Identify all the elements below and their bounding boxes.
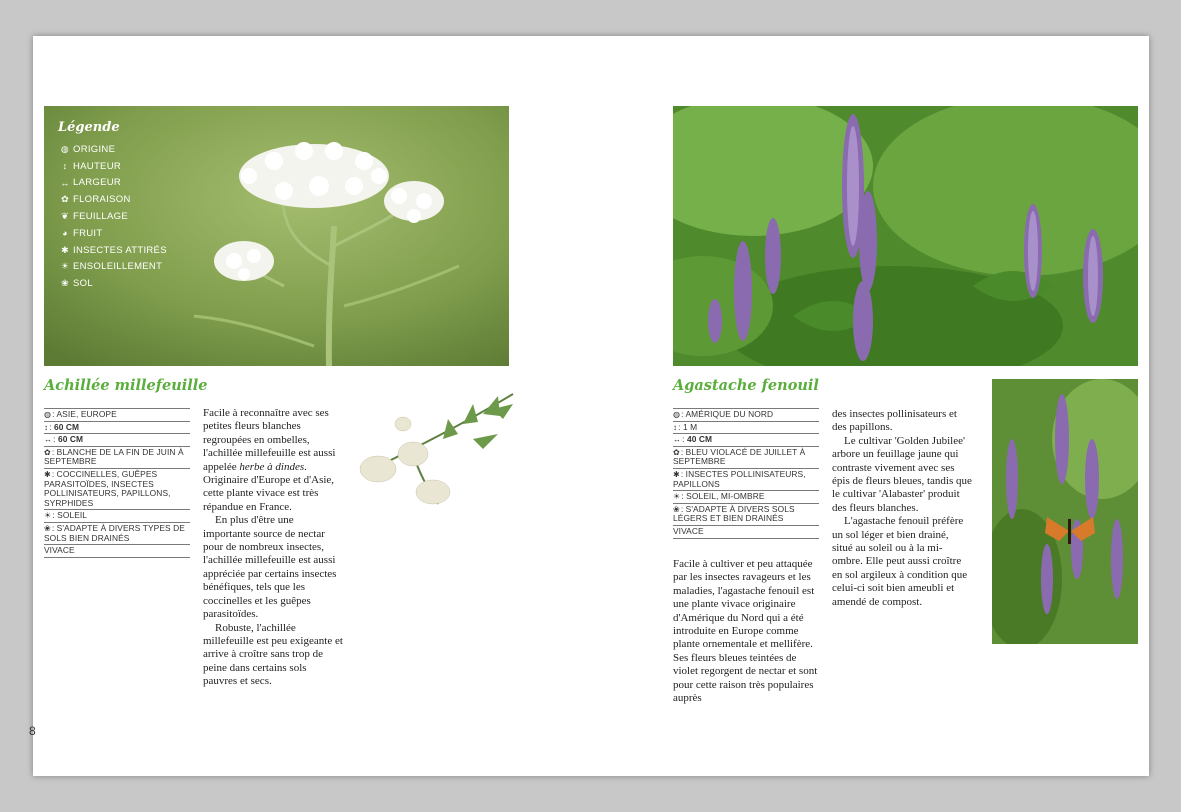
flower-icon: ✿ — [61, 194, 69, 205]
legend-item-label: FRUIT — [73, 227, 103, 239]
legend-item-feuillage — [58, 208, 167, 225]
legend-title: Légende — [58, 120, 120, 135]
globe-icon: ◍ — [60, 143, 70, 154]
width-arrow-icon: ↔ — [60, 177, 70, 188]
width-arrow-icon: ↔ — [44, 435, 53, 445]
spec-value: 1 M — [682, 421, 698, 432]
legend-item-sol — [58, 275, 167, 292]
legend-item-label: FLORAISON — [73, 194, 131, 206]
legend-item-largeur — [58, 175, 167, 192]
agastache-paragraph-1: Facile à cultiver et peu attaquée par les insectes ravageurs et les maladies, l'agastache fenouil est une plante vivace originaire d'Amérique du Nord qui a été introduite en Europe comme plante ornementale et mellifère. Ses fleurs bleues teintées de violet regorgent de nectar et sont pour cette raison très populaires auprès — [673, 558, 818, 705]
agastache-specs — [673, 408, 819, 539]
legend-item-label: LARGEUR — [73, 177, 122, 189]
agastache-text-col1 — [673, 558, 819, 705]
spec-value: ASIE, EUROPE — [56, 409, 117, 419]
agastache-photo — [673, 106, 1138, 366]
legend-item-origine — [58, 141, 167, 158]
width-arrow-icon: ↔ — [673, 435, 682, 445]
yarrow-text — [203, 407, 343, 689]
soil-icon: ❀ — [673, 504, 680, 514]
legend-item-label: SOL — [73, 278, 93, 290]
spec-row: ↕: 60 CM — [44, 422, 190, 435]
spec-row: ↔: 40 CM — [673, 434, 819, 447]
spec-row: ☀: SOLEIL, MI-OMBRE — [673, 491, 819, 504]
legend-item-insectes-attirés — [58, 242, 167, 259]
spec-row: ◍: AMÉRIQUE DU NORD — [673, 409, 819, 422]
spec-value: SOLEIL, MI-OMBRE — [686, 491, 765, 502]
spec-value: COCCINELLES, GUÊPES PARASITOÏDES, INSECTES POLLINISATEURS, PAPILLONS, SYRPHIDES — [44, 468, 171, 508]
insect-icon: ✱ — [673, 469, 680, 479]
spec-row: ❀: S'ADAPTE À DIVERS SOLS LÉGERS ET BIEN DRAINÉS — [673, 504, 819, 526]
spec-row — [673, 526, 819, 539]
yarrow-paragraph-3: Robuste, l'achillée millefeuille est peu exigeante et arrive à croître sans trop de peine dans certains sols pauvres et secs. — [203, 621, 343, 688]
spec-row: ✱: INSECTES POLLINISATEURS, PAPILLONS — [673, 469, 819, 491]
spec-row: ❀: S'ADAPTE À DIVERS TYPES DE SOLS BIEN DRAINÉS — [44, 523, 190, 545]
spec-value: SOLEIL — [57, 510, 88, 521]
flower-icon: ✿ — [673, 447, 680, 457]
height-arrow-icon: ↕ — [673, 422, 678, 432]
spec-row: ✿: BLANCHE DE LA FIN DE JUIN À SEPTEMBRE — [44, 447, 190, 469]
sun-icon: ☀ — [60, 261, 70, 272]
legend-item-label: ORIGINE — [73, 143, 116, 155]
spec-value: 60 CM — [57, 434, 84, 445]
legend-item-label: HAUTEUR — [73, 160, 122, 172]
spec-row: ↔: 60 CM — [44, 434, 190, 447]
spec-value: VIVACE — [44, 545, 75, 556]
globe-icon: ◍ — [673, 410, 681, 419]
yarrow-paragraph-2: En plus d'être une importante source de nectar pour de nombreux insectes, l'achillée millefeuille est aussi appréciée par certains insectes bénéfiques, tels que les coccinelles et les guêpes parasitoïdes. — [203, 514, 337, 621]
spec-row: ◍: ASIE, EUROPE — [44, 409, 190, 422]
spec-row — [44, 545, 190, 558]
yarrow-cutout-illustration — [343, 384, 523, 514]
spec-row: ✿: BLEU VIOLACÉ DE JUILLET À SEPTEMBRE — [673, 447, 819, 469]
legend-item-label: FEUILLAGE — [73, 211, 128, 223]
spec-value: S'ADAPTE À DIVERS TYPES DE SOLS BIEN DRAINÉS — [44, 522, 185, 543]
soil-icon: ❀ — [44, 523, 51, 533]
spec-value: 60 CM — [53, 421, 80, 432]
legend-item-floraison — [58, 191, 167, 208]
legend-item-label: ENSOLEILLEMENT — [73, 261, 163, 273]
spec-row: ✱: COCCINELLES, GUÊPES PARASITOÏDES, INSECTES POLLINISATEURS, PAPILLONS, SYRPHIDES — [44, 469, 190, 510]
legend-box — [58, 120, 167, 292]
page-number: 8 — [29, 724, 36, 738]
spec-value: AMÉRIQUE DU NORD — [685, 409, 774, 419]
legend-item-label: INSECTES ATTIRÉS — [73, 244, 167, 256]
sun-icon: ☀ — [44, 511, 52, 521]
spec-value: S'ADAPTE À DIVERS SOLS LÉGERS ET BIEN DRAINÉS — [673, 503, 795, 524]
insect-icon: ✱ — [61, 244, 69, 255]
agastache-paragraph-2: des insectes pollinisateurs et des papillons. — [832, 408, 957, 434]
spec-row: ↕: 1 M — [673, 422, 819, 435]
butterfly-photo — [992, 379, 1138, 644]
flower-icon: ✿ — [44, 447, 51, 457]
spec-value: VIVACE — [673, 525, 704, 536]
spec-value: INSECTES POLLINISATEURS, PAPILLONS — [673, 468, 806, 489]
agastache-text-col2 — [832, 408, 972, 609]
legend-item-fruit — [58, 225, 167, 242]
height-arrow-icon: ↕ — [62, 161, 68, 172]
yarrow-specs — [44, 408, 190, 558]
agastache-paragraph-3: Le cultivar 'Golden Jubilee' arbore un feuillage jaune qui contraste vivement avec ses épis de fleurs bleues, tandis que le cultivar 'Alabaster' produit des fleurs blanches. — [832, 434, 972, 514]
book-spread — [29, 36, 1149, 776]
legend-item-hauteur — [58, 158, 167, 175]
height-arrow-icon: ↕ — [44, 422, 49, 432]
agastache-title: Agastache fenouil — [673, 377, 819, 394]
leaf-icon: ❦ — [61, 211, 69, 222]
fruit-icon: ◕ — [62, 228, 68, 239]
yarrow-paragraph-1: Facile à reconnaître avec ses petites fleurs blanches regroupées en ombelles, l'achillée millefeuille est aussi appelée herbe à dindes. Originaire d'Europe et d'Asie, cette plante vivace est très répandue en France. — [203, 407, 336, 513]
spec-value: BLEU VIOLACÉ DE JUILLET À SEPTEMBRE — [673, 446, 806, 467]
sun-icon: ☀ — [673, 492, 681, 502]
spec-row: ☀: SOLEIL — [44, 510, 190, 523]
agastache-paragraph-4: L'agastache fenouil préfère un sol léger et bien drainé, situé au soleil ou à la mi-ombre. Elle peut aussi croître en sol argileux à condition que celui-ci soit bien ameubli et amendé de compost. — [832, 515, 968, 608]
spec-value: BLANCHE DE LA FIN DE JUIN À SEPTEMBRE — [44, 446, 184, 467]
yarrow-title: Achillée millefeuille — [44, 377, 208, 394]
right-page — [591, 36, 1149, 776]
legend-item-ensoleillement — [58, 259, 167, 276]
soil-icon: ❀ — [61, 278, 69, 289]
spec-value: 40 CM — [686, 434, 713, 445]
left-page — [29, 36, 591, 776]
globe-icon: ◍ — [44, 410, 52, 419]
insect-icon: ✱ — [44, 469, 51, 479]
